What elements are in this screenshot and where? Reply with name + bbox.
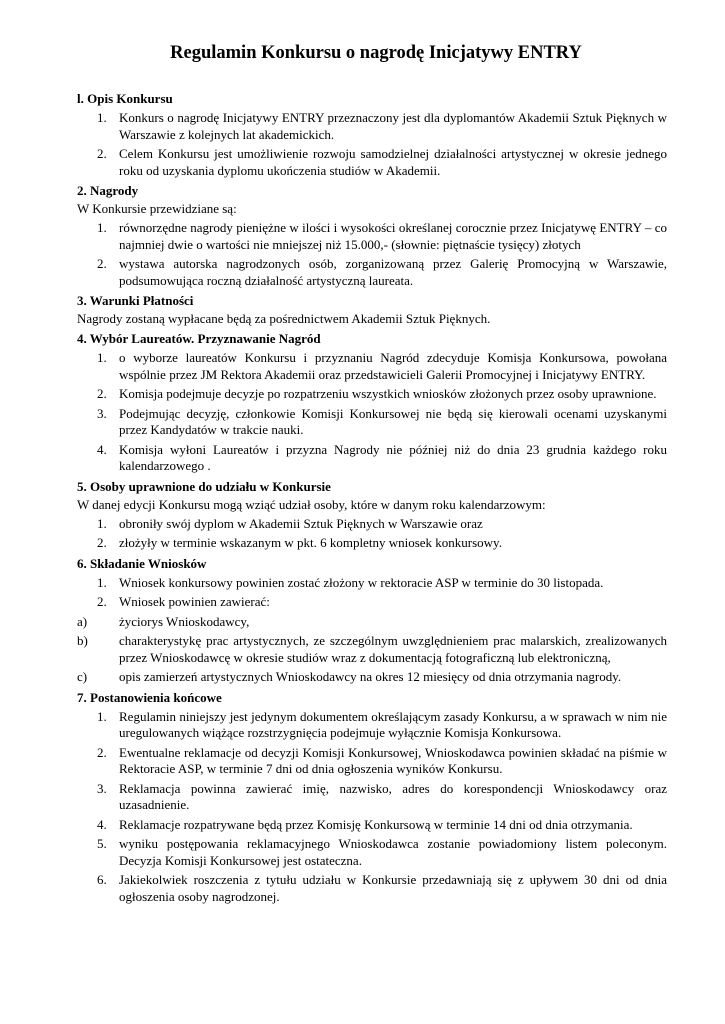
list-item-number: 1.: [97, 110, 107, 125]
list-item-text: Regulamin niniejszy jest jedynym dokumentem określającym zasady Konkursu, a w sprawach w nim nie uregulowanych wiążące rozstrzygnięcia podejmuje wyłącznie Komisja Konkursowa.: [119, 708, 667, 740]
section-2: [77, 182, 667, 289]
list-item-number: 6.: [97, 872, 107, 887]
section-6: [77, 555, 667, 686]
list-item: [77, 516, 667, 533]
list-item: [77, 633, 667, 666]
list-item: [77, 872, 667, 905]
list-item-text: równorzędne nagrody pieniężne w ilości i wysokości określanej corocznie przez Inicjatywę ENTRY – co najmniej dwie o wartości nie mniejszej niż 15.000,- (słownie: piętnaście tysięcy) złotych: [119, 220, 667, 252]
list-item-number: 1.: [97, 574, 107, 590]
list-item-text: Jakiekolwiek roszczenia z tytułu udziału w Konkursie przedawniają się z upływem 30 dni od dnia ogłoszenia osoby nagrodzonej.: [119, 872, 667, 904]
list-item-number: 4.: [97, 816, 107, 832]
list-item: [77, 350, 667, 383]
list-item: [77, 220, 667, 253]
list-item-number: 2.: [97, 535, 107, 550]
list-item: [77, 781, 667, 814]
list-item-number: 4.: [97, 441, 107, 457]
list-item-text: obroniły swój dyplom w Akademii Sztuk Pięknych w Warszawie oraz: [119, 515, 483, 531]
list-item-number: b): [77, 633, 88, 648]
list-item-text: wyniku postępowania reklamacyjnego Wnioskodawca zostanie powiadomiony listem poleconym. Decyzja Komisji Konkursowej jest ostateczna.: [119, 836, 667, 868]
list-item: [77, 386, 667, 403]
list-item-text: Reklamacja powinna zawierać imię, nazwisko, adres do korespondencji Wnioskodawcy oraz uzasadnienie.: [119, 780, 667, 812]
list-item: [77, 836, 667, 869]
list-item-text: Wniosek powinien zawierać:: [119, 594, 270, 609]
numbered-list: [77, 110, 667, 179]
list-item: [77, 146, 667, 179]
list-item-number: 1.: [97, 515, 107, 531]
list-item-text: Komisja wyłoni Laureatów i przyzna Nagrody nie później niż do dnia 23 grudnia każdego roku kalendarzowego .: [119, 441, 667, 473]
list-item-text: opis zamierzeń artystycznych Wnioskodawcy na okres 12 miesięcy od dnia otrzymania nagrody.: [119, 669, 622, 684]
section-intro: W danej edycji Konkursu mogą wziąć udział osoby, które w danym roku kalendarzowym:: [77, 496, 546, 512]
section-heading: 6. Składanie Wniosków: [77, 555, 207, 571]
list-item: [77, 256, 667, 289]
list-item: [77, 110, 667, 143]
list-item: [77, 614, 667, 631]
section-intro: W Konkursie przewidziane są:: [77, 201, 237, 216]
list-item-text: wystawa autorska nagrodzonych osób, zorganizowaną przez Galerię Promocyjną w Warszawie, podsumowująca roczną działalność artystyczną laureata.: [119, 256, 667, 288]
list-item: [77, 594, 667, 611]
list-item-number: 2.: [97, 744, 107, 760]
list-item: [77, 709, 667, 742]
document-title: Regulamin Konkursu o nagrodę Inicjatywy ENTRY: [170, 43, 582, 63]
list-item-text: Konkurs o nagrodę Inicjatywy ENTRY przeznaczony jest dla dyplomantów Akademii Sztuk Pięknych w Warszawie z kolejnych lat akademickich.: [119, 110, 667, 142]
numbered-list: [77, 350, 667, 475]
list-item: [77, 442, 667, 475]
list-item-text: Podejmując decyzję, członkowie Komisji Konkursowej nie będą się kierowali ocenami uzyskanymi przez Kandydatów w trakcie nauki.: [119, 405, 667, 437]
section-heading: 2. Nagrody: [77, 183, 139, 198]
section-7: [77, 689, 667, 906]
list-item-number: a): [77, 613, 88, 629]
list-item-number: 2.: [97, 146, 107, 161]
list-item-text: Wniosek konkursowy powinien zostać złożony w rektoracie ASP w terminie do 30 listopada.: [119, 574, 604, 590]
list-item-number: 2.: [97, 256, 107, 271]
list-item-text: Komisja podejmuje decyzje po rozpatrzeniu wszystkich wniosków złożonych przez osoby uprawnione.: [119, 386, 657, 401]
list-item-number: 3.: [97, 405, 107, 421]
list-item-number: 1.: [97, 350, 107, 365]
section-4: [77, 330, 667, 475]
list-item-number: 1.: [97, 220, 107, 235]
section-heading: 7. Postanowienia końcowe: [77, 689, 222, 705]
list-item: [77, 745, 667, 778]
list-item-number: c): [77, 669, 88, 684]
list-item: [77, 575, 667, 592]
section-heading: 3. Warunki Płatności: [77, 293, 194, 308]
section-heading: l. Opis Konkursu: [77, 91, 173, 106]
numbered-list: [77, 709, 667, 906]
list-item-text: Reklamacje rozpatrywane będą przez Komisję Konkursową w terminie 14 dni od dnia otrzymania.: [119, 816, 633, 832]
list-item-text: charakterystykę prac artystycznych, ze szczególnym uwzględnieniem prac malarskich, zrealizowanych przez Wnioskodawcę w okresie studiów wraz z dokumentacją fotograficzną lub elektroniczną,: [119, 633, 667, 665]
numbered-list: [77, 220, 667, 289]
list-item-text: o wyborze laureatów Konkursu i przyznaniu Nagród zdecyduje Komisja Konkursowa, powołana wspólnie przez JM Rektora Akademii oraz przedstawicieli Galerii Promocyjnej i Inicjatywy ENTRY.: [119, 350, 667, 382]
list-item-number: 5.: [97, 836, 107, 851]
document-body: [77, 90, 667, 905]
section-3: [77, 292, 667, 328]
section-1: [77, 90, 667, 179]
numbered-list: [77, 575, 667, 686]
numbered-list: [77, 516, 667, 552]
list-item-text: życiorys Wnioskodawcy,: [119, 613, 250, 629]
list-item-text: Ewentualne reklamacje od decyzji Komisji Konkursowej, Wnioskodawca powinien składać na piśmie w Rektoracie ASP, w terminie 7 dni od dnia ogłoszenia wyników Konkursu.: [119, 744, 667, 776]
list-item: [77, 535, 667, 552]
list-item: [77, 817, 667, 834]
section-intro: Nagrody zostaną wypłacane będą za pośrednictwem Akademii Sztuk Pięknych.: [77, 311, 491, 326]
list-item-number: 2.: [97, 386, 107, 401]
section-heading: 4. Wybór Laureatów. Przyznawanie Nagród: [77, 331, 321, 346]
list-item-number: 2.: [97, 594, 107, 609]
section-heading: 5. Osoby uprawnione do udziału w Konkursie: [77, 478, 331, 494]
list-item: [77, 669, 667, 686]
list-item-number: 1.: [97, 708, 107, 724]
list-item-text: Celem Konkursu jest umożliwienie rozwoju samodzielnej działalności artystycznej w okresie jednego roku od uzyskania dyplomu ukończenia studiów w Akademii.: [119, 146, 667, 178]
list-item-text: złożyły w terminie wskazanym w pkt. 6 kompletny wniosek konkursowy.: [119, 535, 502, 550]
list-item: [77, 406, 667, 439]
section-5: [77, 478, 667, 552]
list-item-number: 3.: [97, 780, 107, 796]
